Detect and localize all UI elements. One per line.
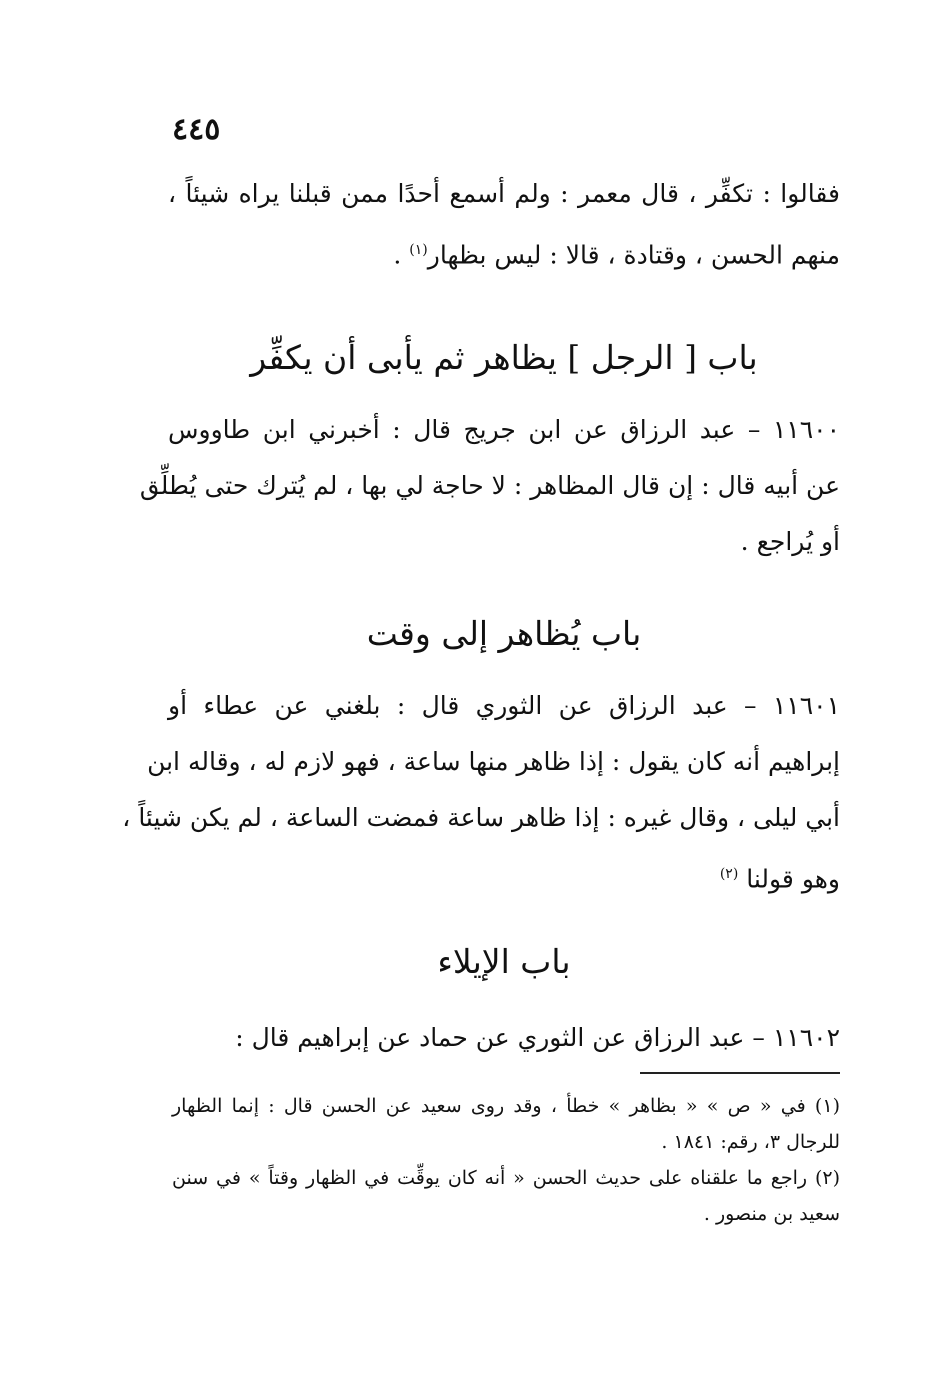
fn2-line-1: (٢) راجع ما علقناه على حديث الحسن « أنه كان يوقِّت في الظهار وقتاً » في سنن <box>172 1167 840 1189</box>
page-number: ٤٤٥ <box>172 112 221 147</box>
section-3-paragraph <box>168 1010 840 1066</box>
s1-line-2: عن أبيه قال : إن قال المظاهر : لا حاجة لي بها ، لم يُترك حتى يُطلِّق <box>139 471 840 500</box>
section-heading-2: باب يُظاهر إلى وقت <box>366 614 642 653</box>
s1-line-1: ١١٦٠٠ – عبد الرزاق عن ابن جريج قال : أخبرني ابن طاووس <box>168 415 840 444</box>
fn2-line-2: سعيد بن منصور . <box>703 1203 840 1225</box>
s2-line-4 <box>168 846 840 902</box>
footnote-2 <box>172 1160 840 1232</box>
footnote-separator <box>640 1072 840 1074</box>
section-heading-3: باب الإيلاء <box>437 942 571 981</box>
intro-line-2 <box>168 222 840 278</box>
fn1-line-1: (١) في « ص » « بظاهر » خطأ ، وقد روى سعيد عن الحسن قال : إنما الظهار <box>172 1095 840 1117</box>
section-heading-1: باب [ الرجل ] يظاهر ثم يأبى أن يكفِّر <box>250 338 758 377</box>
section-1-paragraph <box>139 402 840 570</box>
footnotes <box>172 1088 840 1232</box>
s1-line-3: أو يُراجع . <box>740 527 840 556</box>
footnote-ref-2: (٢) <box>719 866 739 882</box>
fn1-line-2: للرجال ٣، رقم: ١٨٤١ . <box>661 1131 840 1153</box>
footnote-1 <box>172 1088 840 1160</box>
s3-line-1: ١١٦٠٢ – عبد الرزاق عن الثوري عن حماد عن إبراهيم قال : <box>235 1023 840 1052</box>
intro-line-2-text: منهم الحسن ، وقتادة ، قالا : ليس بظهار <box>427 240 840 270</box>
s2-line-4-text: وهو قولنا <box>746 864 840 894</box>
s2-line-1: ١١٦٠١ – عبد الرزاق عن الثوري قال : بلغني عن عطاء أو <box>168 691 840 720</box>
section-2-paragraph <box>122 678 840 902</box>
intro-line-2-end: . <box>393 240 410 270</box>
s2-line-2: إبراهيم أنه كان يقول : إذا ظاهر منها ساعة ، فهو لازم له ، وقاله ابن <box>147 747 840 776</box>
s2-line-3: أبي ليلى ، وقال غيره : إذا ظاهر ساعة فمضت الساعة ، لم يكن شيئاً ، <box>122 803 840 832</box>
intro-paragraph <box>168 166 840 278</box>
footnote-ref-1: (١) <box>409 242 428 258</box>
intro-line-1: فقالوا : تكفِّر ، قال معمر : ولم أسمع أحدًا ممن قبلنا يراه شيئاً ، <box>168 179 840 208</box>
